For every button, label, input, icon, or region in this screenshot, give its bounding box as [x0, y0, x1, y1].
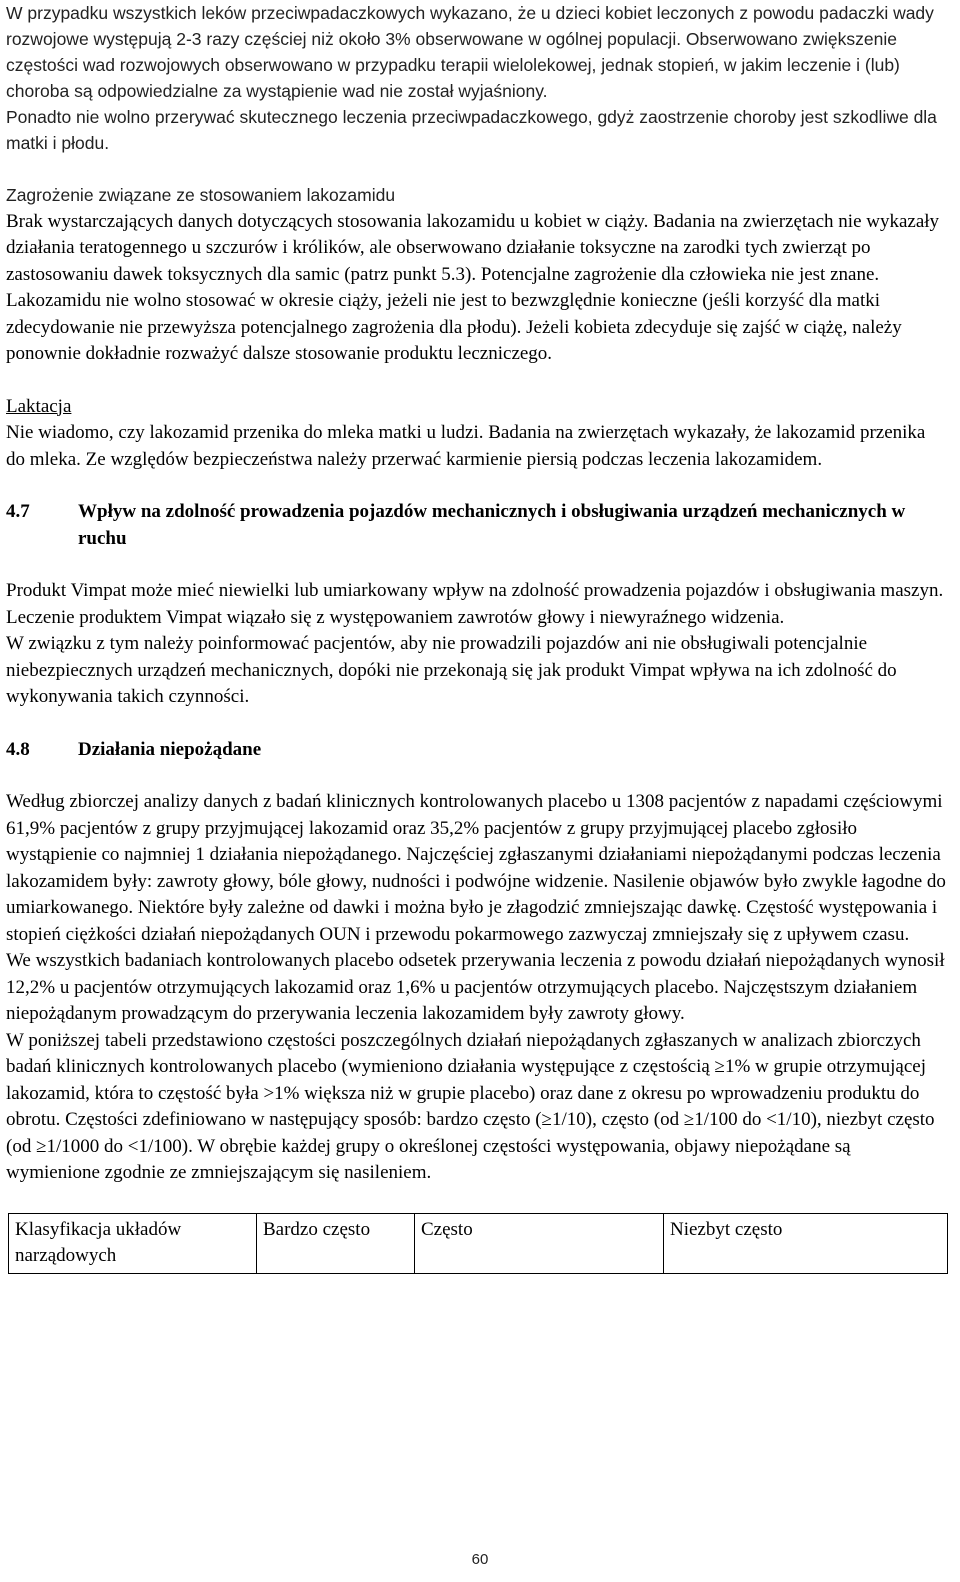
risk-paragraph-2: Lakozamidu nie wolno stosować w okresie ciąży, jeżeli nie jest to bezwzględnie konieczne (jeśli korzyść dla matki zdecydowanie nie przewyższa potencjalnego zagrożenia dla płodu). Jeżeli kobieta zdecyduje się zajść w ciążę, należy ponownie dokładnie rozważyć dalsze stosowanie produktu leczniczego.: [6, 290, 902, 364]
section-title: Działania niepożądane: [78, 738, 262, 760]
section-4-8-paragraph-3: W poniższej tabeli przedstawiono częstości poszczególnych działań niepożądanych zgłaszanych w analizach zbiorczych badań klinicznych kontrolowanych placebo (wymieniono działania występujące z częstością ≥1% w grupie otrzymującej lakozamid, która to częstość była >1% większa niż w grupie placebo) oraz dane z okresu po wprowadzeniu produktu do obrotu. Częstości zdefiniowano w następujący sposób: bardzo często (≥1/10), często (od ≥1/100 do <1/10), niezbyt często (od ≥1/1000 do <1/100). W obrębie każdej grupy o określonej częstości występowania, objawy niepożądane są wymienione zgodnie ze zmniejszającym się nasileniem.: [6, 1029, 935, 1183]
section-4-7-heading: [6, 499, 948, 552]
lactation-section: [6, 394, 948, 474]
intro-paragraph-2: Ponadto nie wolno przerywać skutecznego leczenia przeciwpadaczkowego, gdyż zaostrzenie choroby jest szkodliwe dla matki i płodu.: [6, 107, 937, 153]
header-cell-organ-class: Klasyfikacja układów narządowych: [9, 1213, 257, 1273]
lactation-paragraph: Nie wiadomo, czy lakozamid przenika do mleka matki u ludzi. Badania na zwierzętach wykazały, że lakozamid przenika do mleka. Ze względów bezpieczeństwa należy przerwać karmienie piersią podczas leczenia lakozamidem.: [6, 422, 926, 470]
intro-block: [6, 0, 948, 156]
risk-title: Zagrożenie związane ze stosowaniem lakozamidu: [6, 185, 396, 205]
section-number: 4.7: [6, 501, 30, 522]
intro-paragraph-1: W przypadku wszystkich leków przeciwpadaczkowych wykazano, że u dzieci kobiet leczonych z powodu padaczki wady rozwojowe występują 2-3 razy częściej niż około 3% obserwowane w ogólnej populacji. Obserwowano zwiększenie częstości wad rozwojowych obserwowano w przypadku terapii wielolekowej, jednak stopień, w jakim leczenie i (lub) choroba są odpowiedzialne za wystąpienie wad nie został wyjaśniony.: [6, 3, 934, 101]
section-4-8-paragraph-2: We wszystkich badaniach kontrolowanych placebo odsetek przerywania leczenia z powodu działań niepożądanych wynosił 12,2% u pacjentów otrzymujących lakozamid oraz 1,6% u pacjentów otrzymujących placebo. Najczęstszym działaniem niepożądanym prowadzącym do przerywania leczenia lakozamidem były zawroty głowy.: [6, 950, 945, 1024]
section-4-7-paragraph-2: W związku z tym należy poinformować pacjentów, aby nie prowadzili pojazdów ani nie obsługiwali potencjalnie niebezpiecznych urządzeń mechanicznych, dopóki nie przekonają się jak produkt Vimpat wpływa na ich zdolność do wykonywania takich czynności.: [6, 633, 897, 707]
section-4-8-body: [6, 789, 948, 1187]
section-4-7-paragraph-1: Produkt Vimpat może mieć niewielki lub umiarkowany wpływ na zdolność prowadzenia pojazdów i obsługiwania maszyn. Leczenie produktem Vimpat wiązało się z występowaniem zawrotów głowy i niewyraźnego widzenia.: [6, 580, 944, 628]
document-page: [6, 0, 948, 1274]
section-title: Wpływ na zdolność prowadzenia pojazdów mechanicznych i obsługiwania urządzeń mechanicznych w ruchu: [78, 501, 906, 549]
page-number: 60: [471, 1551, 489, 1568]
section-number: 4.8: [6, 738, 30, 760]
table-header-row: [9, 1213, 948, 1273]
section-4-7-body: [6, 578, 948, 711]
risk-paragraph-1: Brak wystarczających danych dotyczących stosowania lakozamidu u kobiet w ciąży. Badania na zwierzętach nie wykazały działania teratogennego u szczurów i królików, ale obserwowano działanie toksyczne na zarodki tych zwierząt po zastosowaniu dawek toksycznych dla samic (patrz punkt 5.3). Potencjalne zagrożenie dla człowieka nie jest znane.: [6, 210, 940, 285]
header-cell-very-common: Bardzo często: [257, 1213, 415, 1273]
header-cell-uncommon: Niezbyt często: [664, 1213, 948, 1273]
header-cell-common: Często: [415, 1213, 664, 1273]
risk-section: [6, 182, 948, 368]
adverse-reactions-table: [8, 1213, 948, 1274]
section-4-8-paragraph-1: Według zbiorczej analizy danych z badań klinicznych kontrolowanych placebo u 1308 pacjentów z napadami częściowymi 61,9% pacjentów z grupy przyjmującej lakozamid oraz 35,2% pacjentów z grupy przyjmującej placebo zgłosiło wystąpienie co najmniej 1 działania niepożądanego. Najczęściej zgłaszanymi działaniami niepożądanymi podczas leczenia lakozamidem były: zawroty głowy, bóle głowy, nudności i podwójne widzenie. Nasilenie objawów było zwykle łagodne do umiarkowanego. Niektóre były zależne od dawki i można było je złagodzić zmniejszając dawkę. Częstość występowania i stopień ciężkości działań niepożądanych OUN i przewodu pokarmowego zazwyczaj zmniejszały się z upływem czasu.: [6, 791, 946, 945]
lactation-title: Laktacja: [6, 395, 72, 417]
section-4-8-heading: [6, 737, 948, 764]
